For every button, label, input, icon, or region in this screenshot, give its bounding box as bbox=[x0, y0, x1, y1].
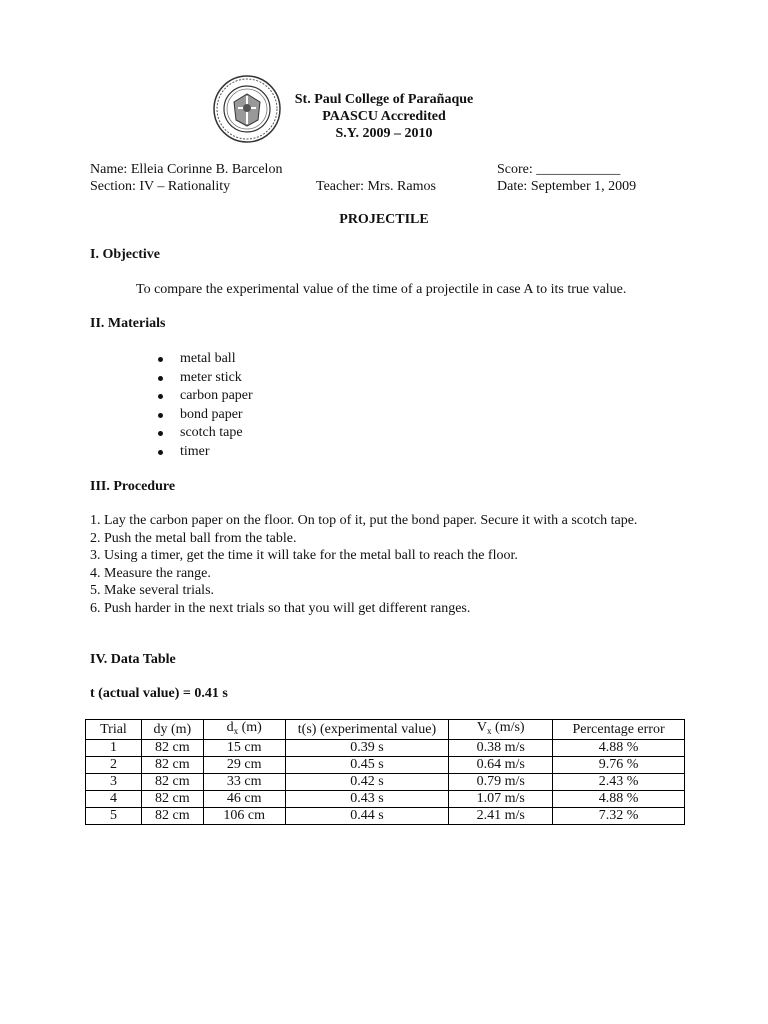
table-row bbox=[86, 808, 685, 825]
procedure-step: 3. Using a timer, get the time it will take for the metal ball to reach the floor. bbox=[90, 548, 518, 563]
cell-error: 2.43 % bbox=[553, 774, 685, 791]
bullet-icon bbox=[158, 376, 163, 381]
student-name: Name: Elleia Corinne B. Barcelon bbox=[90, 162, 283, 177]
header-dx: $d_x$ (m) bbox=[203, 720, 285, 740]
cell-dy: 82 cm bbox=[141, 791, 203, 808]
header-vx: $V_x$ (m/s) bbox=[449, 720, 553, 740]
page-title: PROJECTILE bbox=[339, 212, 429, 227]
table-header-row bbox=[86, 720, 685, 740]
list-item: carbon paper bbox=[140, 387, 253, 406]
accreditation: PAASCU Accredited bbox=[322, 109, 446, 124]
cell-dx: 29 cm bbox=[203, 757, 285, 774]
data-table bbox=[85, 719, 685, 825]
bullet-icon bbox=[158, 431, 163, 436]
cell-dx: 33 cm bbox=[203, 774, 285, 791]
cell-error: 4.88 % bbox=[553, 740, 685, 757]
cell-vx: 0.79 m/s bbox=[449, 774, 553, 791]
objective-heading: I. Objective bbox=[90, 247, 160, 262]
table-row bbox=[86, 740, 685, 757]
school-name: St. Paul College of Parañaque bbox=[294, 92, 474, 107]
data-table-heading: IV. Data Table bbox=[90, 652, 176, 667]
cell-time: 0.45 s bbox=[285, 757, 449, 774]
cell-time: 0.44 s bbox=[285, 808, 449, 825]
header-trial: Trial bbox=[86, 720, 142, 740]
cell-dy: 82 cm bbox=[141, 808, 203, 825]
cell-trial: 4 bbox=[86, 791, 142, 808]
cell-vx: 2.41 m/s bbox=[449, 808, 553, 825]
table-row bbox=[86, 791, 685, 808]
cell-trial: 2 bbox=[86, 757, 142, 774]
cell-dx: 106 cm bbox=[203, 808, 285, 825]
procedure-heading: III. Procedure bbox=[90, 479, 176, 494]
materials-list bbox=[140, 350, 253, 461]
date-field: Date: September 1, 2009 bbox=[497, 179, 637, 194]
cell-trial: 1 bbox=[86, 740, 142, 757]
table-row bbox=[86, 757, 685, 774]
cell-dx: 15 cm bbox=[203, 740, 285, 757]
cell-time: 0.43 s bbox=[285, 791, 449, 808]
teacher-name: Teacher: Mrs. Ramos bbox=[316, 179, 436, 194]
list-item: meter stick bbox=[140, 369, 253, 388]
bullet-icon bbox=[158, 413, 163, 418]
student-section: Section: IV – Rationality bbox=[90, 179, 231, 194]
list-item: metal ball bbox=[140, 350, 253, 369]
procedure-step: 5. Make several trials. bbox=[90, 583, 215, 598]
table-row bbox=[86, 774, 685, 791]
cell-time: 0.39 s bbox=[285, 740, 449, 757]
cell-dy: 82 cm bbox=[141, 774, 203, 791]
list-item: timer bbox=[140, 443, 253, 462]
header-error: Percentage error bbox=[553, 720, 685, 740]
cell-dy: 82 cm bbox=[141, 757, 203, 774]
list-item: scotch tape bbox=[140, 424, 253, 443]
bullet-icon bbox=[158, 450, 163, 455]
cell-dy: 82 cm bbox=[141, 740, 203, 757]
procedure-step: 2. Push the metal ball from the table. bbox=[90, 530, 297, 546]
cell-time: 0.42 s bbox=[285, 774, 449, 791]
school-header bbox=[286, 91, 482, 142]
cell-error: 7.32 % bbox=[553, 808, 685, 825]
procedure-steps bbox=[90, 512, 680, 617]
cell-error: 4.88 % bbox=[553, 791, 685, 808]
cell-trial: 3 bbox=[86, 774, 142, 791]
objective-text: To compare the experimental value of the time of a projectile in case A to its true value. bbox=[136, 282, 627, 297]
score-field: Score: ____________ bbox=[497, 162, 621, 177]
header-time: t(s) (experimental value) bbox=[285, 720, 449, 740]
bullet-icon bbox=[158, 394, 163, 399]
header-dy: dy (m) bbox=[141, 720, 203, 740]
procedure-step: 6. Push harder in the next trials so that you will get different ranges. bbox=[90, 600, 471, 616]
cell-trial: 5 bbox=[86, 808, 142, 825]
actual-value: t (actual value) = 0.41 s bbox=[90, 686, 228, 701]
cell-vx: 1.07 m/s bbox=[449, 791, 553, 808]
list-item: bond paper bbox=[140, 406, 253, 425]
procedure-step: 1. Lay the carbon paper on the floor. On top of it, put the bond paper. Secure it with a scotch tape. bbox=[90, 513, 638, 528]
cell-error: 9.76 % bbox=[553, 757, 685, 774]
materials-heading: II. Materials bbox=[90, 316, 166, 331]
procedure-step: 4. Measure the range. bbox=[90, 565, 211, 581]
cell-vx: 0.38 m/s bbox=[449, 740, 553, 757]
bullet-icon bbox=[158, 357, 163, 362]
cell-vx: 0.64 m/s bbox=[449, 757, 553, 774]
school-seal-icon bbox=[212, 74, 282, 144]
school-year: S.Y. 2009 – 2010 bbox=[335, 126, 433, 141]
cell-dx: 46 cm bbox=[203, 791, 285, 808]
